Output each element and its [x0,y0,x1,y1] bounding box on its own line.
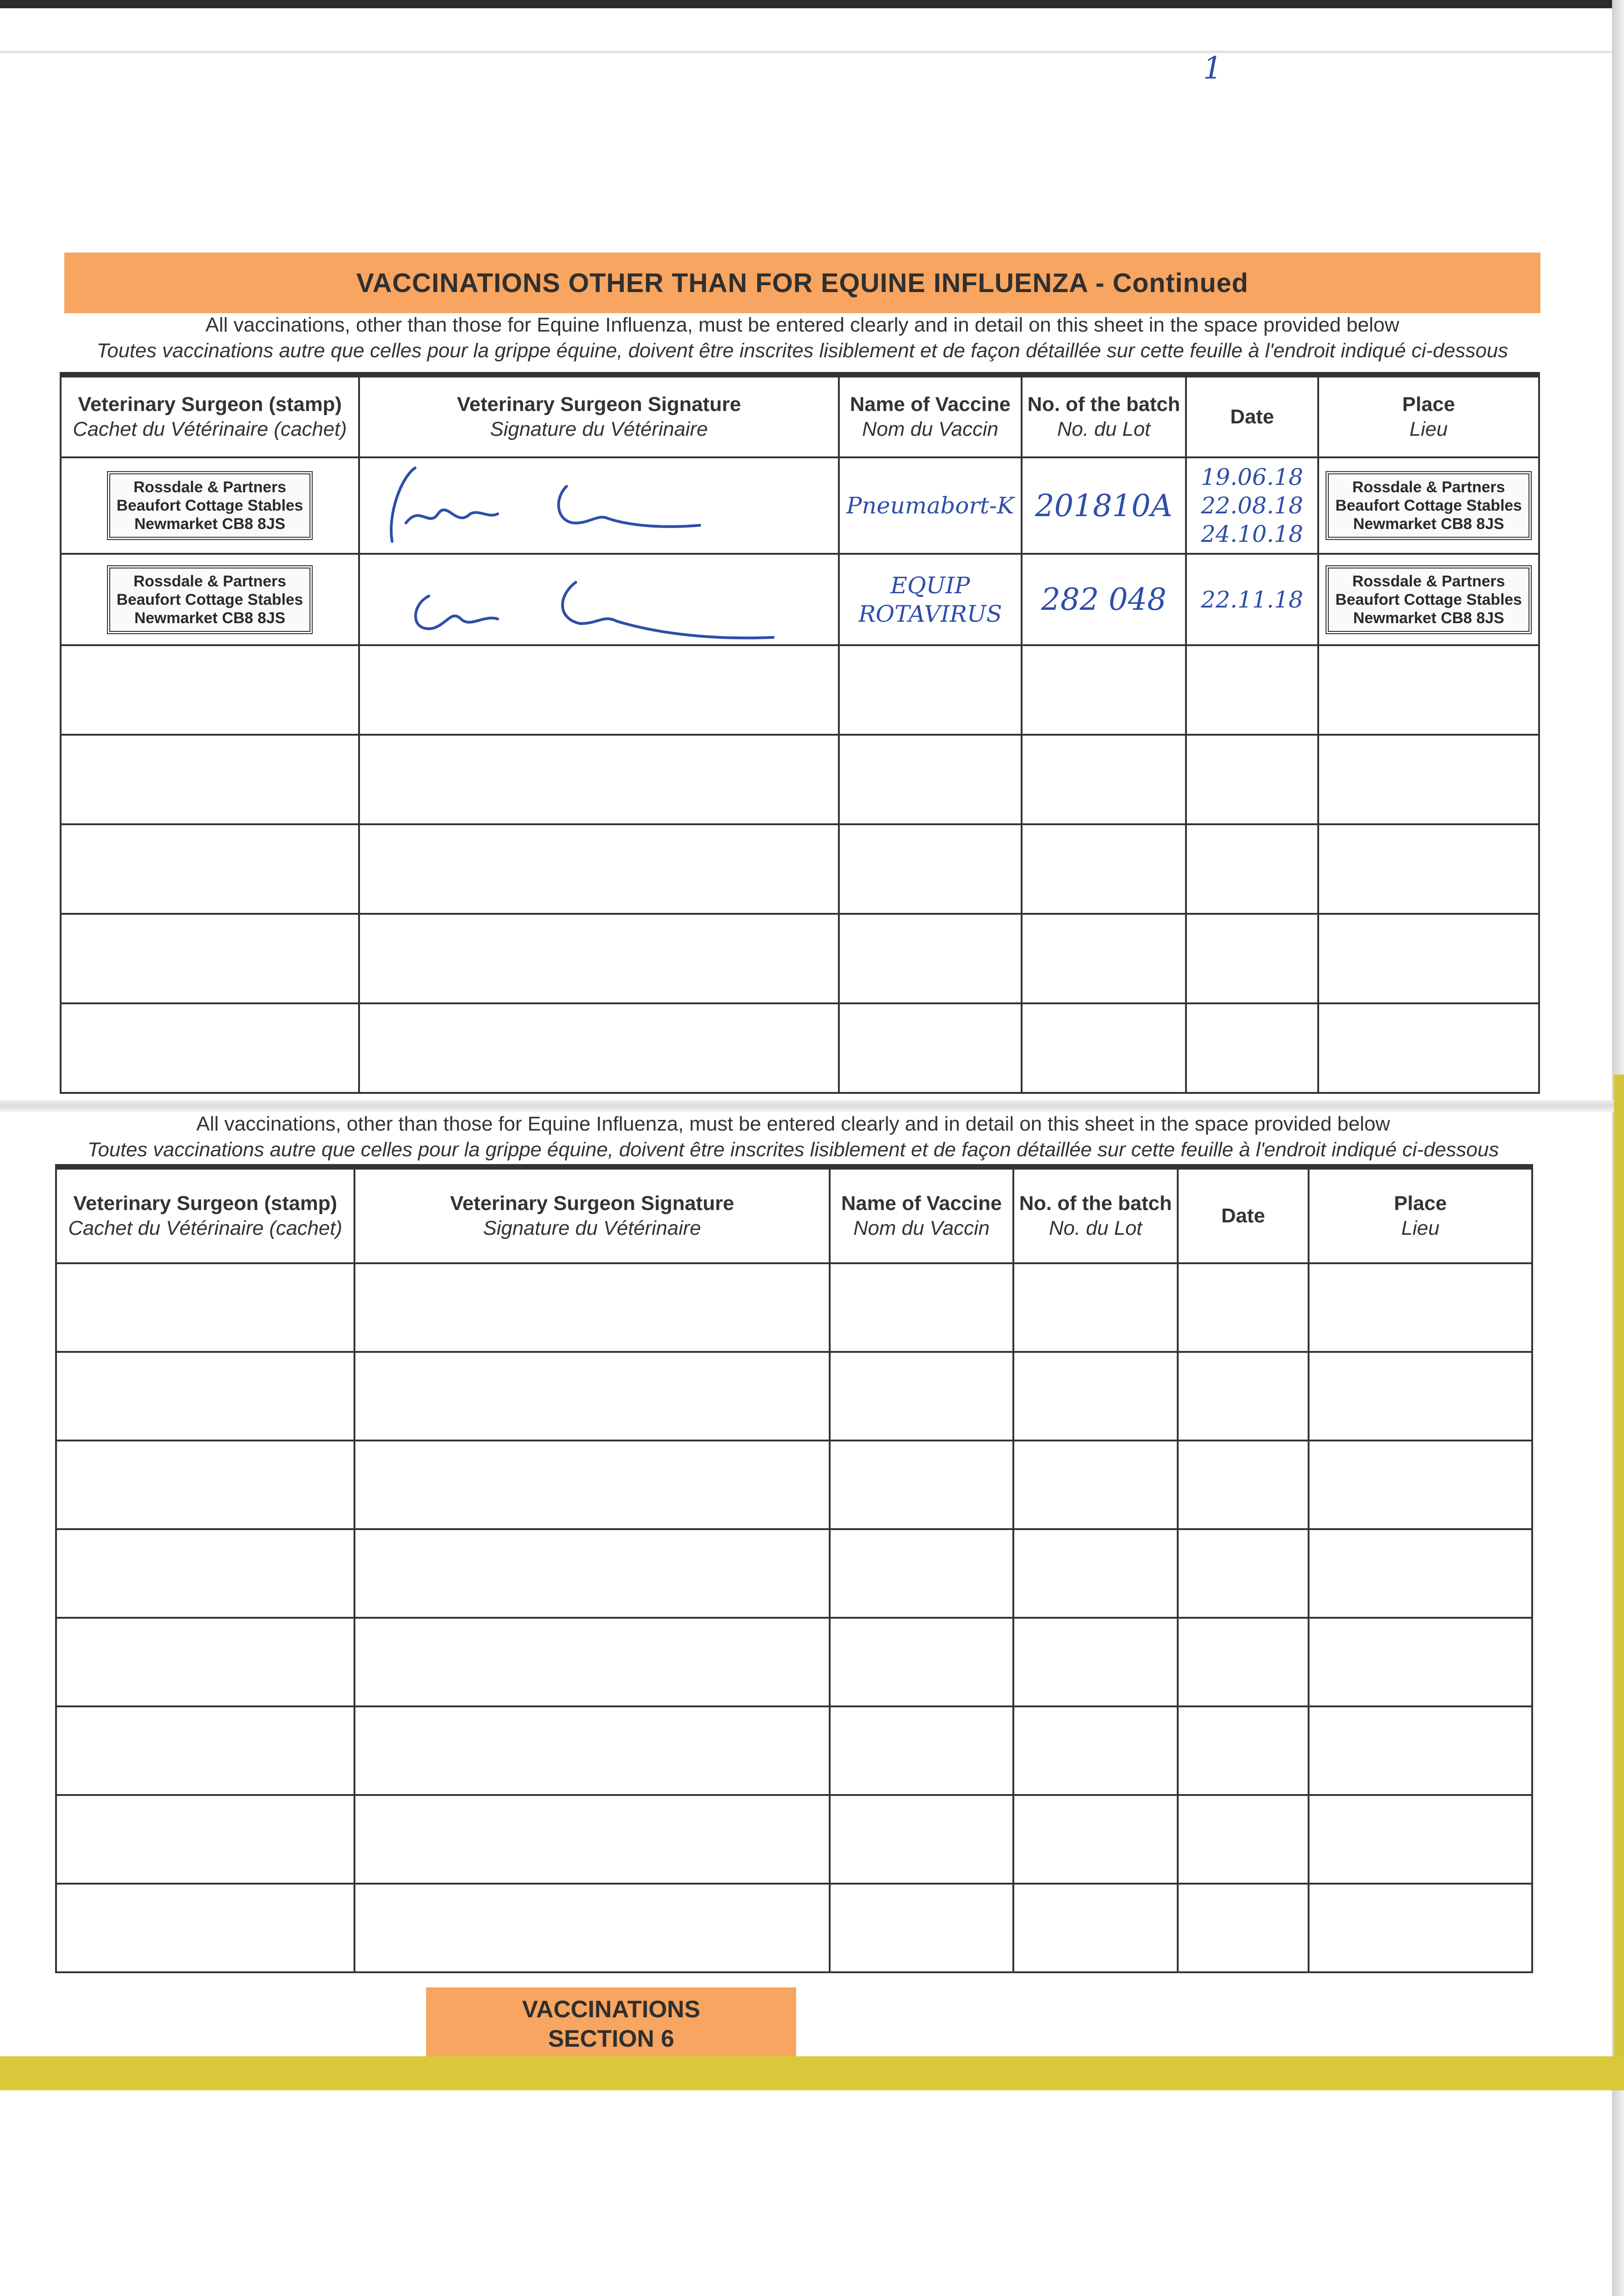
col-header-stamp: Veterinary Surgeon (stamp) Cachet du Vétérinaire (cachet) [61,375,359,457]
binder-strip [0,2056,1624,2090]
place-stamp: Rossdale & Partners Beaufort Cottage Stables Newmarket CB8 8JS [1326,471,1531,540]
table-row [61,457,1539,554]
batch-cell [1022,554,1186,645]
batch-number: 282 048 [1041,582,1167,617]
page-edge [0,51,1624,53]
binder-edge [1614,1075,1624,2057]
col-header-place: Place Lieu [1309,1167,1532,1263]
signature-cell [359,457,839,554]
col-header-signature: Veterinary Surgeon Signature Signature du Vétérinaire [354,1167,830,1263]
date-entry: 22.11.18 [1201,586,1304,613]
table-row [61,824,1539,914]
table-row [56,1529,1532,1618]
date-entry: 24.10.18 [1201,521,1304,547]
vaccine-cell [839,554,1022,645]
instructions-en: All vaccinations, other than those for Equine Influenza, must be entered clearly and in detail on this sheet in the space provided below [205,314,1399,336]
col-header-vaccine: Name of Vaccine Nom du Vaccin [830,1167,1013,1263]
vaccination-table-top [60,372,1540,1094]
footer-line2: SECTION 6 [548,2026,674,2052]
vaccination-table-bottom [55,1164,1533,1973]
stamp-cell [61,554,359,645]
col-header-batch: No. of the batch No. du Lot [1013,1167,1178,1263]
table-row [61,645,1539,735]
page-fold [0,1100,1624,1112]
table-row [61,1003,1539,1093]
col-header-stamp: Veterinary Surgeon (stamp) Cachet du Vétérinaire (cachet) [56,1167,354,1263]
instructions-top [64,312,1540,364]
date-entry: 22.08.18 [1201,492,1304,519]
footer-line1: VACCINATIONS [522,1996,701,2023]
col-header-place: Place Lieu [1318,375,1539,457]
scan-top-shadow [0,0,1624,8]
batch-cell [1022,457,1186,554]
signature-cell [359,554,839,645]
vaccine-cell [839,457,1022,554]
col-header-batch: No. of the batch No. du Lot [1022,375,1186,457]
instructions-bottom [55,1111,1531,1163]
col-header-vaccine: Name of Vaccine Nom du Vaccin [839,375,1022,457]
table-row [56,1441,1532,1529]
place-cell [1318,554,1539,645]
signature-scribble [360,555,840,642]
vet-stamp: Rossdale & Partners Beaufort Cottage Stables Newmarket CB8 8JS [107,471,313,540]
table-row [61,735,1539,824]
table-row [56,1795,1532,1884]
instructions-fr: Toutes vaccinations autre que celles pour la grippe équine, doivent être inscrites lisiblement et de façon détaillée sur cette feuille à l'endroit indiqué ci-dessous [96,339,1508,362]
vaccine-name: Pneumabort-K [846,492,1014,519]
table-row [56,1618,1532,1706]
table-row [61,914,1539,1003]
table-row [56,1263,1532,1352]
date-entry: 19.06.18 [1201,464,1304,490]
col-header-signature: Veterinary Surgeon Signature Signature du Vétérinaire [359,375,839,457]
table-row [56,1352,1532,1441]
instructions-fr: Toutes vaccinations autre que celles pour la grippe équine, doivent être inscrites lisiblement et de façon détaillée sur cette feuille à l'endroit indiqué ci-dessous [87,1138,1499,1161]
date-cell [1186,554,1318,645]
vaccine-name: EQUIP ROTAVIRUS [858,572,1002,627]
col-header-date: Date [1186,375,1318,457]
instructions-en: All vaccinations, other than those for Equine Influenza, must be entered clearly and in detail on this sheet in the space provided below [196,1113,1390,1135]
place-stamp: Rossdale & Partners Beaufort Cottage Stables Newmarket CB8 8JS [1326,565,1531,634]
page-number: 1 [1203,51,1222,86]
signature-scribble [360,459,840,551]
section-footer-tab [426,1987,796,2061]
table-row [56,1706,1532,1795]
section-banner: VACCINATIONS OTHER THAN FOR EQUINE INFLUENZA - Continued [64,253,1540,313]
table-row [61,554,1539,645]
date-cell [1186,457,1318,554]
place-cell [1318,457,1539,554]
vet-stamp: Rossdale & Partners Beaufort Cottage Stables Newmarket CB8 8JS [107,565,313,634]
batch-number: 201810A [1035,488,1173,523]
table-row [56,1884,1532,1972]
stamp-cell [61,457,359,554]
col-header-date: Date [1178,1167,1309,1263]
